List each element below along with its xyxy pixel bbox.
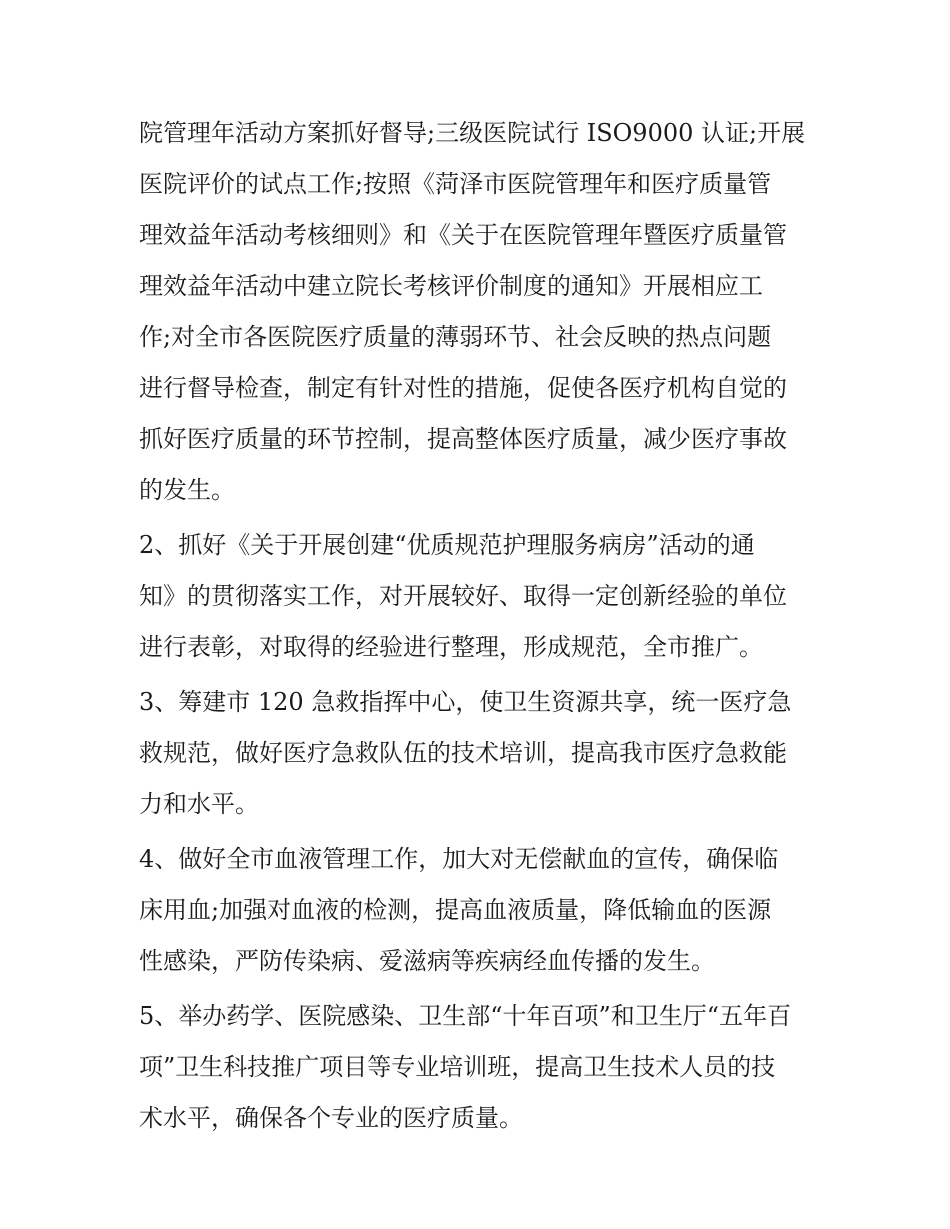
text-line: 项”卫生科技推广项目等专业培训班，提高卫生技术人员的技: [139, 1053, 776, 1081]
text-line: 理效益年活动考核细则》和《关于在医院管理年暨医疗质量管: [139, 221, 787, 249]
text-line: 2、抓好《关于开展创建“优质规范护理服务病房”活动的通: [139, 531, 755, 559]
text-line: 抓好医疗质量的环节控制，提高整体医疗质量，减少医疗事故: [139, 425, 787, 453]
paragraph-hospital-management: [139, 108, 819, 516]
document-body: [139, 108, 819, 1144]
text-line: 力和水平。: [139, 790, 259, 818]
text-line: 床用血;加强对血液的检测，提高血液质量，降低输血的医源: [139, 896, 772, 924]
text-line: 作;对全市各医院医疗质量的薄弱环节、社会反映的热点问题: [139, 323, 772, 351]
text-line: 知》的贯彻落实工作，对开展较好、取得一定创新经验的单位: [139, 582, 787, 610]
list-item-2-nursing-service: [139, 520, 819, 673]
text-line: 5、举办药学、医院感染、卫生部“十年百项”和卫生厅“五年百: [139, 1002, 792, 1030]
text-line: 4、做好全市血液管理工作，加大对无偿献血的宣传，确保临: [139, 845, 779, 873]
text-line: 医院评价的试点工作;按照《菏泽市医院管理年和医疗质量管: [139, 170, 772, 198]
list-item-3-emergency-center: [139, 677, 819, 830]
text-line: 的发生。: [139, 476, 235, 504]
text-line: 救规范，做好医疗急救队伍的技术培训，提高我市医疗急救能: [139, 739, 787, 767]
text-line: 3、筹建市 120 急救指挥中心，使卫生资源共享，统一医疗急: [139, 688, 792, 716]
text-line: 术水平，确保各个专业的医疗质量。: [139, 1104, 523, 1132]
text-line: 进行表彰，对取得的经验进行整理，形成规范，全市推广。: [139, 633, 763, 661]
list-item-4-blood-management: [139, 834, 819, 987]
text-line: 院管理年活动方案抓好督导;三级医院试行 ISO9000 认证;开展: [139, 119, 806, 147]
text-line: 理效益年活动中建立院长考核评价制度的通知》开展相应工: [139, 272, 763, 300]
text-line: 性感染，严防传染病、爱滋病等疾病经血传播的发生。: [139, 947, 715, 975]
text-line: 进行督导检查，制定有针对性的措施，促使各医疗机构自觉的: [139, 374, 787, 402]
list-item-5-training: [139, 991, 819, 1144]
